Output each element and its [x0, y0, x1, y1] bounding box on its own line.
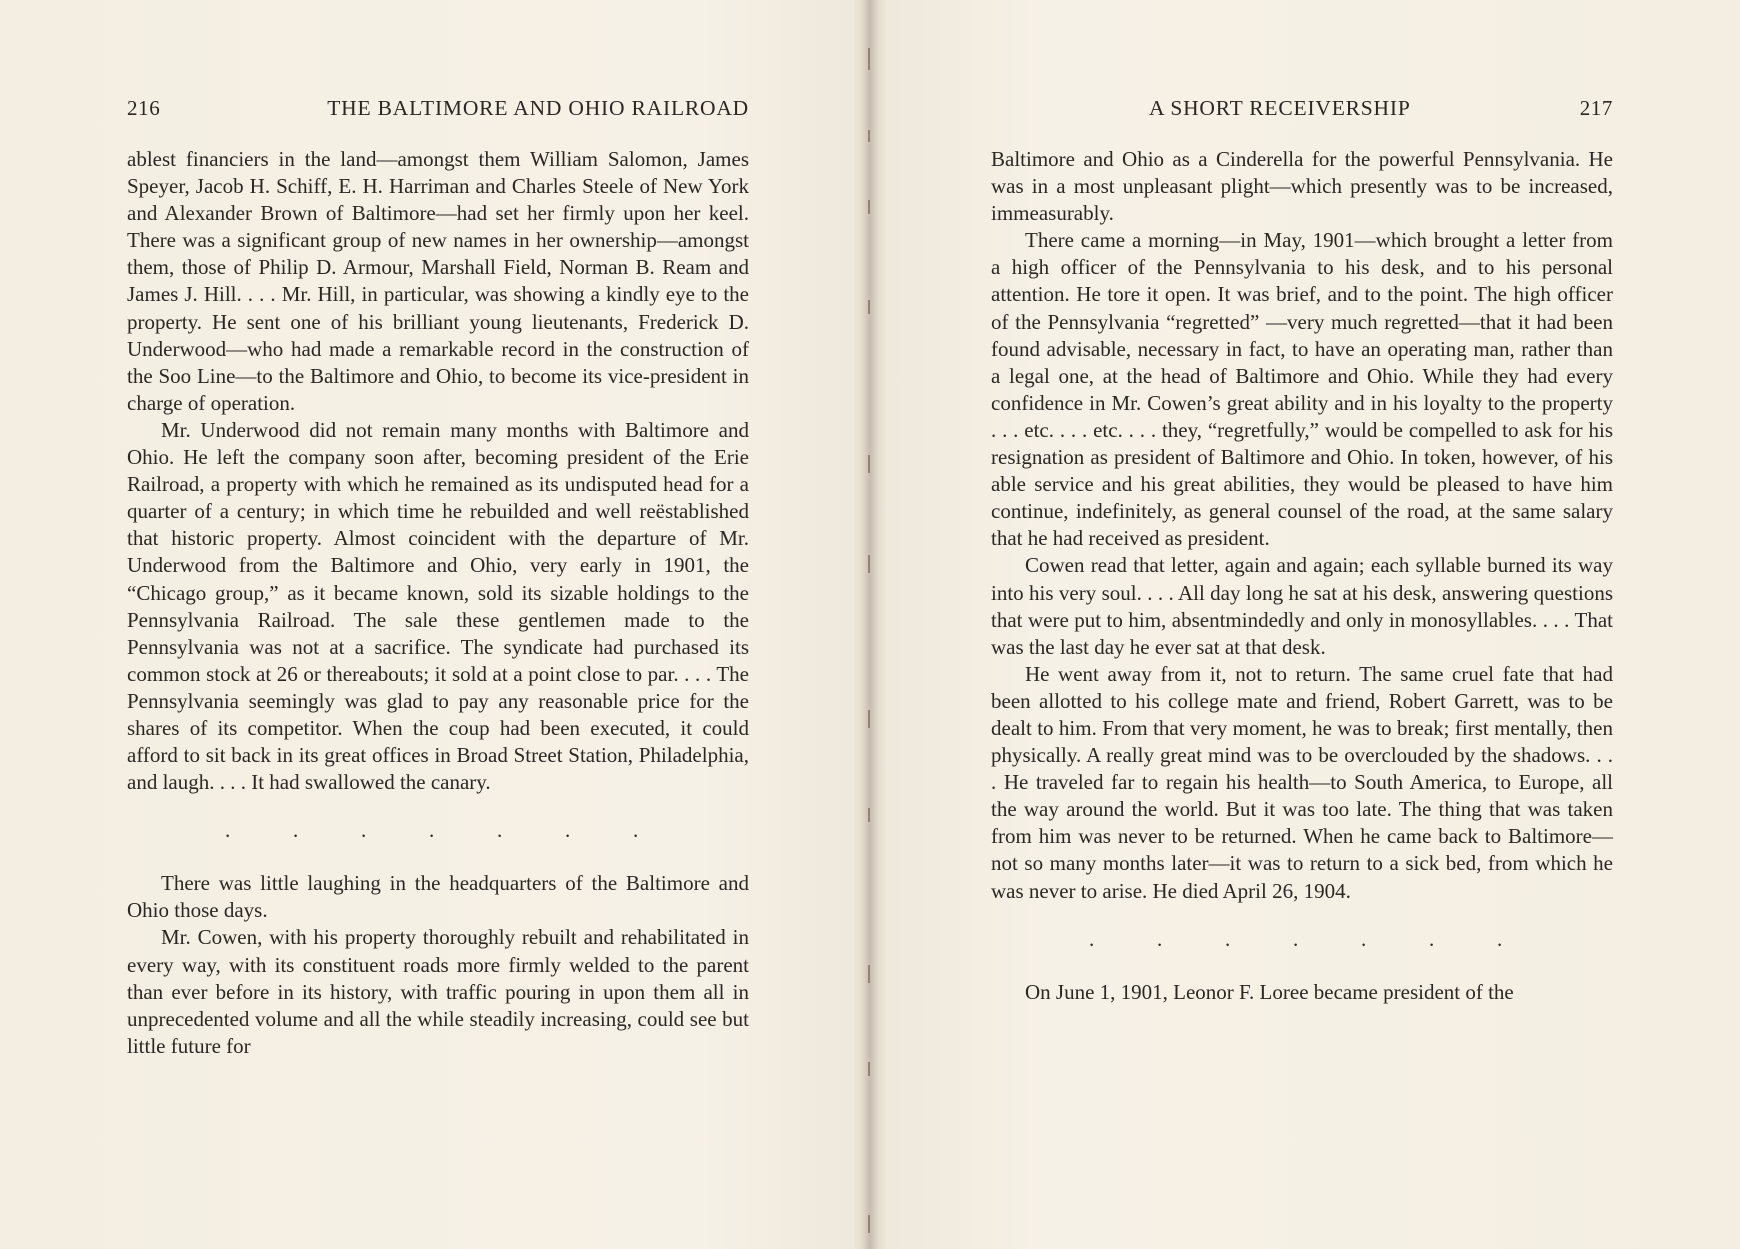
paragraph: ablest financiers in the land—amongst them William Salomon, James Speyer, Jacob H. Schiff, E. H. Harriman and Charles Steele of New York and Alexander Brown of Baltimore—had set her firmly upon her keel. There was a significant group of new names in her ownership—amongst them, those of Philip D. Armour, Marshall Field, Norman B. Ream and James J. Hill. . . . Mr. Hill, in particular, was showing a kindly eye to the property. He sent one of his brilliant young lieutenants, Frederick D. Underwood—who had made a remarkable record in the construction of the Soo Line—to the Baltimore and Ohio, to become its vice-president in charge of operation. [127, 147, 749, 415]
right-page-header [991, 96, 1613, 126]
binding-stitch [868, 200, 870, 214]
right-page-body [991, 146, 1613, 1006]
binding-stitch [868, 130, 870, 142]
binding-stitch [868, 1062, 870, 1076]
paragraph: He went away from it, not to return. The same cruel fate that had been allotted to his college mate and friend, Robert Garrett, was to be dealt to him. From that very moment, he was to break; first mentally, then physically. A really great mind was to be overclouded by the shadows. . . . He traveled far to regain his health—to South America, to Europe, all the way around the world. But it was too late. The thing that was taken from him was never to be returned. When he came back to Baltimore—not so many months later—it was to return to a sick bed, from which he was never to arise. He died April 26, 1904. [991, 661, 1613, 903]
left-page-body [127, 146, 749, 1060]
binding-stitch [868, 300, 870, 314]
binding-stitch [868, 48, 870, 70]
left-page [127, 96, 749, 1060]
paragraph: On June 1, 1901, Leonor F. Loree became president of the [1025, 979, 1514, 1004]
section-break: . . . . . . . [1089, 926, 1503, 951]
page-number: 217 [1579, 96, 1613, 120]
binding-stitch [868, 710, 870, 728]
paragraph: There was little laughing in the headquarters of the Baltimore and Ohio those days. [127, 871, 749, 923]
paragraph: Mr. Cowen, with his property thoroughly rebuilt and rehabilitated in every way, with its constituent roads more firmly welded to the parent than ever before in its history, with traffic pouring in upon them all in unprecedented volume and all the while steadily increasing, could see but little future for [127, 925, 749, 1058]
binding-stitch [868, 808, 870, 822]
right-page [991, 96, 1613, 1006]
running-title: A SHORT RECEIVERSHIP [1149, 96, 1411, 120]
book-gutter [862, 0, 878, 1249]
paragraph: Baltimore and Ohio as a Cinderella for the powerful Pennsylvania. He was in a most unpleasant plight—which presently was to be increased, immeasurably. [991, 147, 1613, 226]
page-number: 216 [127, 96, 161, 120]
section-break: . . . . . . . [225, 818, 639, 843]
paragraph: There came a morning—in May, 1901—which brought a letter from a high officer of the Pennsylvania to his desk, and to his personal attention. He tore it open. It was brief, and to the point. The high officer of the Pennsylvania “regretted” —very much regretted—that it had been found advisable, necessary in fact, to have an operating man, rather than a legal one, at the head of Baltimore and Ohio. While they had every confidence in Mr. Cowen’s great ability and in his loyalty to the property . . . etc. . . . etc. . . . they, “regretfully,” would be compelled to ask for his resignation as president of Baltimore and Ohio. In token, however, of his able service and his great abilities, they would be pleased to have him continue, indefinitely, as general counsel of the road, at the same salary that he had received as president. [991, 228, 1613, 551]
paragraph: Mr. Underwood did not remain many months with Baltimore and Ohio. He left the company soon after, becoming president of the Erie Railroad, a property with which he remained as its undisputed head for a quarter of a century; in which time he rebuilded and well reëstablished that historic property. Almost coincident with the departure of Mr. Underwood from the Baltimore and Ohio, very early in 1901, the “Chicago group,” as it became known, sold its sizable holdings to the Pennsylvania Railroad. The sale these gentlemen made to the Pennsylvania was not at a sacrifice. The syndicate had purchased its common stock at 26 or thereabouts; it sold at a point close to par. . . . The Pennsylvania seemingly was glad to pay any reasonable price for the shares of its competitor. When the coup had been executed, it could afford to sit back in its great offices in Broad Street Station, Philadelphia, and laugh. . . . It had swallowed the canary. [127, 417, 749, 795]
left-page-header [127, 96, 749, 126]
paragraph: Cowen read that letter, again and again; each syllable burned its way into his very soul. . . . All day long he sat at his desk, answering questions that were put to him, absentmindedly and only in monosyllables. . . . That was the last day he ever sat at that desk. [991, 553, 1613, 659]
binding-stitch [868, 555, 870, 573]
binding-stitch [868, 1215, 870, 1233]
binding-stitch [868, 455, 870, 473]
binding-stitch [868, 965, 870, 983]
running-title: THE BALTIMORE AND OHIO RAILROAD [327, 96, 749, 120]
